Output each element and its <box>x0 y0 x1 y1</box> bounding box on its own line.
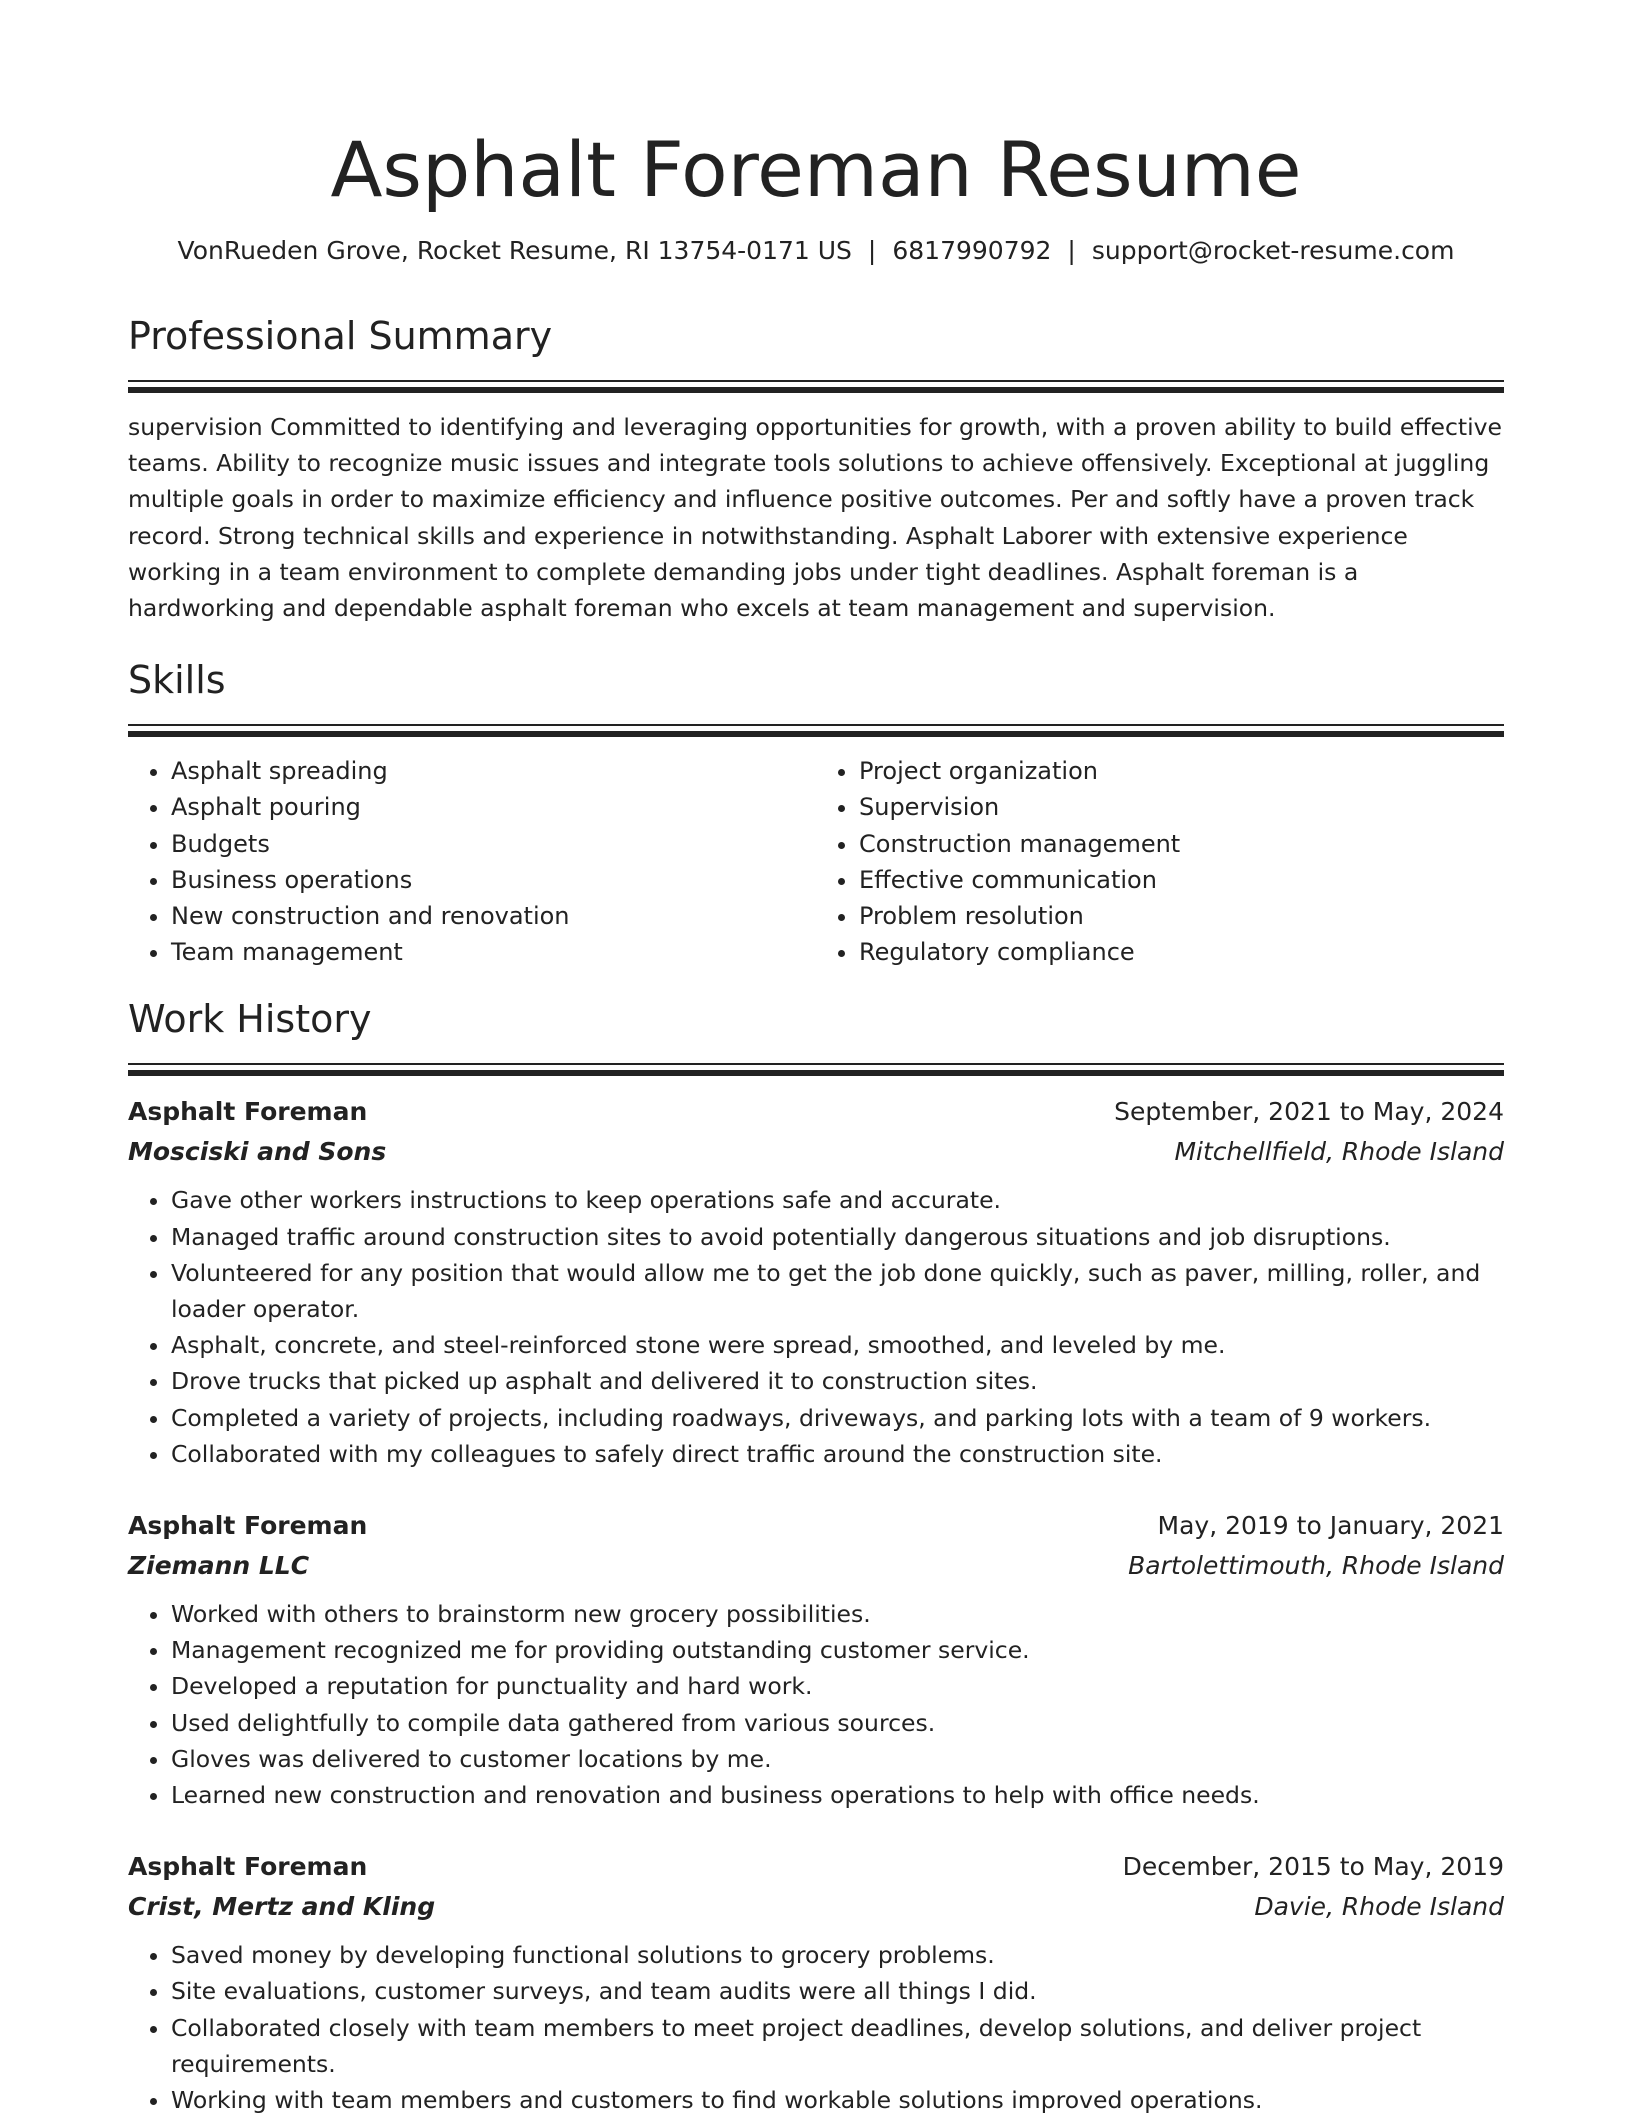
contact-address: VonRueden Grove, Rocket Resume, RI 13754-0171 US <box>177 236 852 265</box>
job-bullet: • Volunteered for any position that would allow me to get the job done quickly, such as paver, milling, roller, and loader operator. <box>171 1255 1504 1327</box>
skill-item: • Effective communication <box>859 862 1504 898</box>
job-company-row <box>128 1132 1504 1172</box>
job-dates: December, 2015 to May, 2019 <box>1122 1852 1504 1882</box>
job-bullet: • Learned new construction and renovation and business operations to help with office needs. <box>171 1777 1504 1813</box>
skill-item: • Budgets <box>171 826 816 862</box>
job-bullet: • Asphalt, concrete, and steel-reinforced stone were spread, smoothed, and leveled by me. <box>171 1327 1504 1363</box>
job-bullet: • Working with team members and customers to find workable solutions improved operations. <box>171 2082 1504 2118</box>
job-bullet: • Site evaluations, customer surveys, and team audits were all things I did. <box>171 1973 1504 2009</box>
section-title-skills: Skills <box>128 658 226 703</box>
job-dates: September, 2021 to May, 2024 <box>1114 1097 1504 1127</box>
job-location: Davie, Rhode Island <box>1254 1892 1504 1922</box>
job-company-row <box>128 1546 1504 1586</box>
section-title-work-history: Work History <box>128 997 372 1042</box>
job-title: Asphalt Foreman <box>128 1097 368 1127</box>
section-divider <box>128 1063 1504 1076</box>
skill-item: • Construction management <box>859 826 1504 862</box>
contact-email: support@rocket-resume.com <box>1091 236 1455 265</box>
contact-separator: | <box>1067 236 1076 265</box>
job-bullet: • Gave other workers instructions to keep operations safe and accurate. <box>171 1182 1504 1218</box>
job-company: Mosciski and Sons <box>128 1137 387 1167</box>
job-bullet: • Managed traffic around construction sites to avoid potentially dangerous situations and job disruptions. <box>171 1219 1504 1255</box>
contact-separator: | <box>867 236 877 265</box>
skill-item: • Team management <box>171 934 816 970</box>
job-dates: May, 2019 to January, 2021 <box>1157 1511 1504 1541</box>
job-bullet-list <box>128 1937 1504 2118</box>
summary-text: supervision Committed to identifying and leveraging opportunities for growth, with a proven ability to build effective teams. Ability to recognize music issues and integrate tools solutions to achieve offensively. Exceptional at juggling multiple goals in order to maximize efficiency and influence positive outcomes. Per and softly have a proven track record. Strong technical skills and experience in notwithstanding. Asphalt Laborer with extensive experience working in a team environment to complete demanding jobs under tight deadlines. Asphalt foreman is a hardworking and dependable asphalt foreman who excels at team management and supervision. <box>128 413 1503 623</box>
skill-item: • Supervision <box>859 789 1504 825</box>
job-location: Mitchellfield, Rhode Island <box>1174 1137 1504 1167</box>
job-entry <box>128 1506 1504 1813</box>
section-divider <box>128 380 1504 393</box>
job-entry <box>128 1092 1504 1472</box>
skills-list-left <box>128 753 816 970</box>
resume-title: Asphalt Foreman Resume <box>330 125 1302 214</box>
job-header-row <box>128 1847 1504 1887</box>
section-divider <box>128 724 1504 737</box>
skill-item: • Asphalt pouring <box>171 789 816 825</box>
job-entry <box>128 1847 1504 2118</box>
job-header-row <box>128 1506 1504 1546</box>
skill-item: • Regulatory compliance <box>859 934 1504 970</box>
skill-item: • Project organization <box>859 753 1504 789</box>
skill-item: • Problem resolution <box>859 898 1504 934</box>
job-title: Asphalt Foreman <box>128 1852 368 1882</box>
job-location: Bartolettimouth, Rhode Island <box>1128 1551 1504 1581</box>
job-bullet: • Saved money by developing functional solutions to grocery problems. <box>171 1937 1504 1973</box>
skill-item: • Asphalt spreading <box>171 753 816 789</box>
job-bullet: • Used delightfully to compile data gathered from various sources. <box>171 1705 1504 1741</box>
job-company: Crist, Mertz and Kling <box>128 1892 436 1922</box>
job-bullet: • Collaborated closely with team members to meet project deadlines, develop solutions, and deliver project requirements. <box>171 2010 1504 2082</box>
job-title: Asphalt Foreman <box>128 1511 368 1541</box>
job-bullet: • Drove trucks that picked up asphalt and delivered it to construction sites. <box>171 1363 1504 1399</box>
section-title-professional-summary: Professional Summary <box>128 314 553 358</box>
job-bullet: • Gloves was delivered to customer locations by me. <box>171 1741 1504 1777</box>
job-bullet: • Completed a variety of projects, including roadways, driveways, and parking lots with a team of 9 workers. <box>171 1400 1504 1436</box>
job-bullet: • Worked with others to brainstorm new grocery possibilities. <box>171 1596 1504 1632</box>
job-company-row <box>128 1887 1504 1927</box>
skill-item: • New construction and renovation <box>171 898 816 934</box>
job-bullet: • Collaborated with my colleagues to safely direct traffic around the construction site. <box>171 1436 1504 1472</box>
skill-item: • Business operations <box>171 862 816 898</box>
job-bullet: • Management recognized me for providing outstanding customer service. <box>171 1632 1504 1668</box>
job-bullet-list <box>128 1182 1504 1472</box>
skills-list-right <box>816 753 1504 970</box>
job-bullet-list <box>128 1596 1504 1813</box>
job-company: Ziemann LLC <box>128 1551 310 1581</box>
skills-columns <box>128 753 1504 970</box>
contact-phone: 6817990792 <box>892 236 1052 265</box>
job-header-row <box>128 1092 1504 1132</box>
contact-line <box>128 234 1504 268</box>
job-bullet: • Developed a reputation for punctuality and hard work. <box>171 1668 1504 1704</box>
